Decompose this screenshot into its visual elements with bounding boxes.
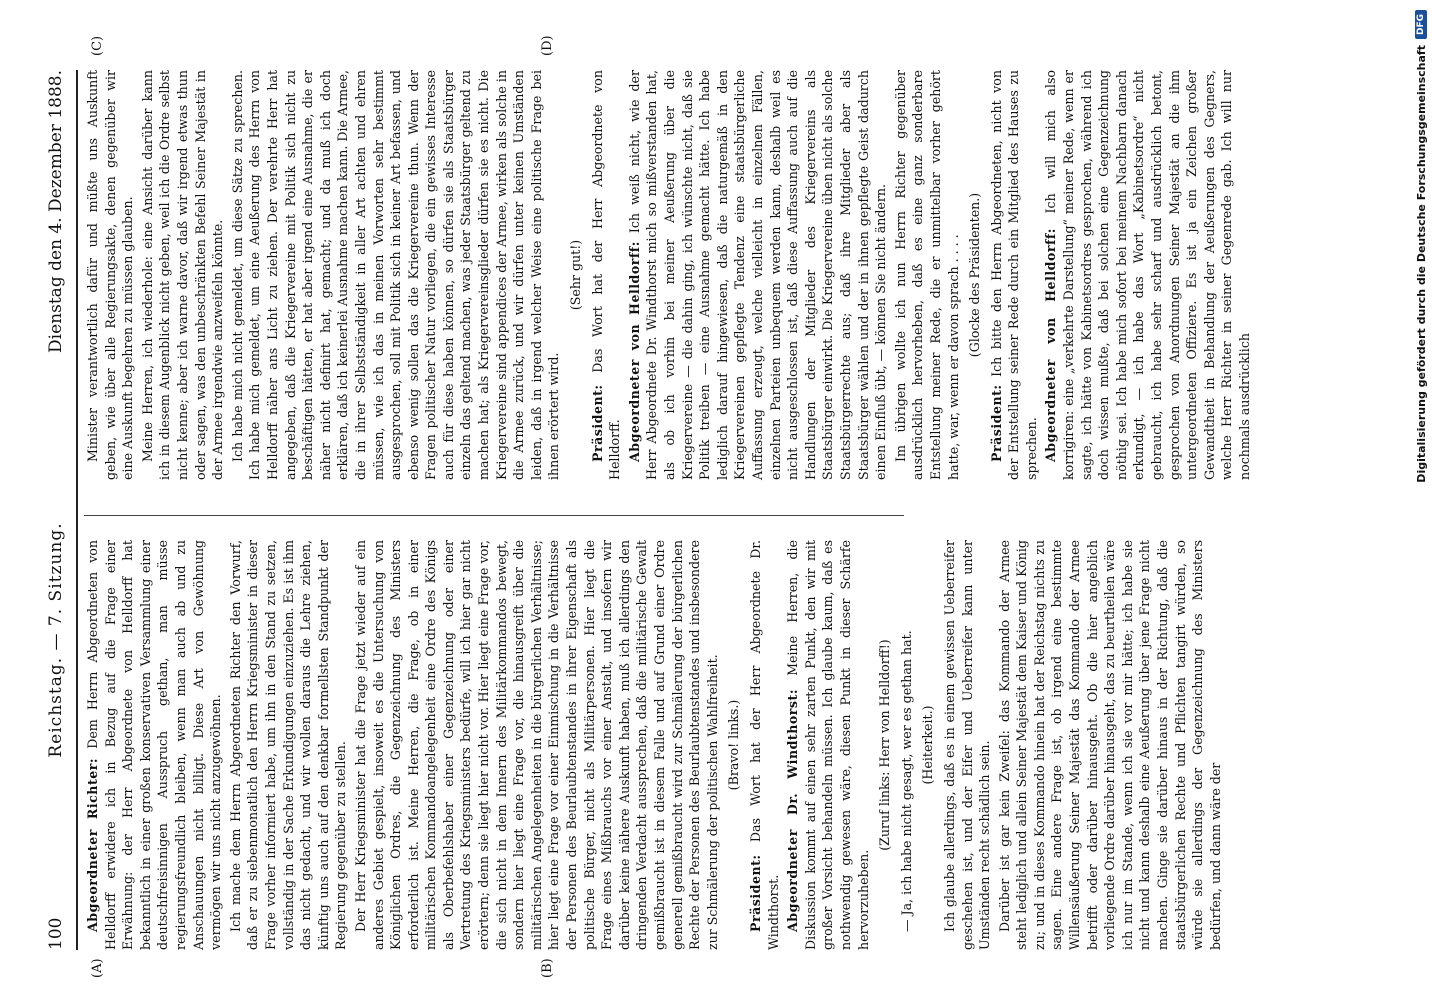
paragraph [229, 70, 563, 480]
stage-direction: (Glocke des Präsidenten.) [967, 192, 983, 358]
paragraph [1042, 70, 1253, 480]
speaker-name: Abgeordneter von Helldorff: [1043, 228, 1059, 462]
stage-direction: (Sehr gut!) [568, 239, 584, 311]
paragraph [227, 540, 350, 950]
paragraph-text: Ich weiß nicht, wie der Herr Abgeordnete Dr. Windthorst mich so mißverstanden hat, als ob ich vorhin bei meiner Aeußerung über die Kriegervereine — die dahin ging, ich wünschte nicht, daß sie Politik treiben — eine Ausnahme gemacht hätte. Ich habe lediglich darauf hingewiesen, daß die naturgemäß in den Kriegervereinen gepflegte Tendenz eine staatsbürgerliche Auffassung erzeugt, welche vielleicht in einzelnen Fällen, einzelnen Parteien unbequem werden kann, deshalb weil es nicht ausgeschlossen ist, daß diese Auffassung auch auf die Handlungen der Mitglieder des Kriegervereins als Staatsbürger einwirkt. Die Kriegervereine üben nicht als solche Staatsbürgerrechte aus; daß ihre Mitglieder aber als Staatsbürger wählen und der in ihnen gepflegte Geist dadurch einen Einfluß übt, — können Sie nicht ändern. [626, 70, 889, 480]
digitization-credit [1412, 10, 1430, 770]
paragraph-text: Ich habe mich nicht gemeldet, um diese Sätze zu sprechen. Ich habe mich gemeldet, um eine Aeußerung des Herrn von Helldorff näher ans Licht zu ziehen. Der verehrte Herr hat angegeben, daß die Kriegervereine mit Politik sich nicht zu beschäftigen hätten, er hat aber irgend eine Ausnahme, die er näher nicht definirt hat, gemacht; und da muß ich doch erklären, daß ich keinerlei Ausnahme machen kann. Die Armee, die in ihrer Selbstständigkeit in aller Art achten und ehren müssen, wie ich das in meinen Vorworten sehr bestimmt ausgesprochen, soll mit Politik sich in keiner Art befassen, und ebenso wenig sollen das die Kriegervereine thun. Wenn der Fragen politischer Natur vorliegen, die ein gewisses Interesse auch für diese haben können, so dürfen sie als Staatsbürger einzeln das geltend machen, was jeder Staatsbürger geltend zu machen hat; als Kriegervereinsglieder dürfen sie es nicht. Die Kriegervereine sind appendices der Armee, wirken als solche in die Armee zurück, und wir dürfen unter keinen Umständen leiden, daß in irgend welcher Weise eine politische Frage bei ihnen erörtert wird. [229, 70, 562, 480]
left-column [84, 539, 1223, 950]
paragraph [84, 70, 137, 480]
session-title: Reichstag. — 7. Sitzung. [46, 522, 66, 758]
paragraph-text: Das Wort hat der Herr Abgeordnete von Helldorff. [589, 70, 623, 480]
speaker-name: Präsident: [747, 854, 763, 932]
page-number: 100 [46, 917, 66, 950]
dfg-logo: DFG [1415, 10, 1427, 39]
paragraph-text: Minister verantwortlich dafür und müßte uns Auskunft geben, wie über alle Regierungsakte, denen gegenüber wir eine Auskunft begehren zu müssen glauben. [85, 70, 136, 480]
paragraph [747, 540, 782, 950]
running-head [46, 70, 72, 950]
speaker-name: Präsident: [589, 384, 605, 462]
margin-marker-c: (C) [90, 35, 105, 56]
paragraph [352, 540, 721, 950]
paragraph-text: Ich will mich also korrigiren: eine „verkehrte Darstellung“ meiner Rede, wenn er sagte, ich hätte von Kabinetsordres gesprochen, während ich doch wissen mußte, daß bei solchen eine Gegenzeichnung nöthig sei. Ich habe mich sofort bei meinem Nachbarn danach erkundigt, — ich habe das Wort „Kabinetsordre“ nicht gebraucht, ich habe sehr scharf und ausdrücklich betont, gesprochen von Anordnungen Seiner Majestät an die ihm untergeordneten Offiziere. Es ist ja ein Zeichen großer Gewandtheit in Behandlung der Aeußerungen des Gegners, welche Herr Richter in seiner Gegenrede gab. Ich will nur nochmals ausdrücklich [1043, 70, 1252, 480]
margin-marker-d: (D) [540, 35, 555, 56]
paragraph-text: Meine Herren, ich wiederhole: eine Ansicht darüber kann ich in diesem Augenblick nicht geben, weil ich die Ordre selbst nicht kenne; aber ich warne davor, daß wir irgend etwas thun oder sagen, was den unbeschränkten Befehl Seiner Majestät in der Armee irgendwie anzweifeln könnte. [139, 70, 226, 480]
speaker-name: Abgeordneter Richter: [85, 757, 100, 932]
speaker-name: Abgeordneter Dr. Windthorst: [785, 689, 801, 932]
speaker-name: Abgeordneter von Helldorff: [626, 241, 642, 462]
paragraph-text: Der Herr Kriegsminister hat die Frage jetzt wieder auf ein anderes Gebiet gespielt, insoweit es die Untersuchung von Königlichen Ordres, die Gegenzeichnung des Ministers erforderlich ist. Meine Herren, die Frage, ob in einer militärischen Kommandoangelegenheit eine Ordre des Königs als Oberbefehlshaber einer Gegenzeichnung oder einer Vertretung des Kriegsministers bedürfe, will ich hier gar nicht erörtern; denn sie liegt hier nicht vor. Hier liegt eine Frage vor, die sich nicht in dem Innern des Militärkommandos bewegt, sondern hier liegt eine Frage vor, die hinausgreift über die militärischen Angelegenheiten in die bürgerlichen Verhältnisse; hier liegt eine Frage vor einer Einmischung in die Verhältnisse der Personen des Beurlaubtenstandes in ihrer Eigenschaft als politische Bürger, nicht als Militärpersonen. Hier liegt die Frage eines Mißbrauchs vor einer Anstalt, und insofern wir darüber keine nähere Auskunft haben, muß ich allerdings den dringenden Verdacht aussprechen, daß die militärische Gewalt gemißbraucht ist in diesem Falle und auf Grund einer Ordre generell gemißbraucht wird zur Schmälerung der bürgerlichen Rechte der Personen des Beurlaubtenstandes und insbesondere zur Schmälerung der politischen Wahlfreiheit. [352, 540, 720, 950]
column-divider [84, 515, 904, 516]
credit-text: Digitalisierung gefördert durch die Deutsche Forschungsgemeinschaft [1414, 45, 1428, 483]
stage-direction: (Bravo! links.) [726, 699, 742, 791]
paragraph-text: Das Wort hat der Herr Abgeordnete Dr. Windthorst. [747, 540, 781, 950]
speaker-name: Präsident: [988, 384, 1004, 462]
paragraph [892, 70, 962, 480]
paragraph [988, 70, 1041, 480]
paragraph [996, 540, 1225, 950]
paragraph-text: — Ja, ich habe nicht gesagt, wer es gethan hat. [898, 630, 914, 932]
paragraph [898, 540, 916, 950]
margin-marker-b: (B) [540, 958, 555, 978]
stage-direction: (Zuruf links: Herr von Helldorff!) [877, 639, 893, 851]
paragraph-text: Im übrigen wollte ich nun Herrn Richter gegenüber ausdrücklich hervorheben, daß es eine ganz sonderbare Entstellung meiner Rede, die er unmittelbar vorher gehört hatte, war, wenn er davon sprach . . . . [892, 70, 961, 480]
paragraph-text: Ich mache dem Herrn Abgeordneten Richter den Vorwurf, daß er zu siebenmonatlich den Herrn Kriegsminister in dieser Frage vorher informiert habe, um ihn in den Stand zu setzen, vollständig in der Sache Erkundigungen einzuziehen. Es ist ihm das nicht gedacht, und wir wollen daraus die Lehre ziehen, künftig uns auch auf den denkbar formellsten Standpunkt der Regierung gegenüber zu stellen. [227, 540, 349, 950]
paragraph [139, 70, 227, 480]
paragraph [84, 540, 225, 950]
paragraph-text: Dem Herrn Abgeordneten von Helldorff erwidere ich in Bezug auf die Frage einer Erwähnung: der Herr Abgeordnete von Helldorff hat bekanntlich in einer großen konservativen Versammlung einer deutschfreisinnigen Ausspruch gethan, man müsse regierungsfreundlich bleiben, wenn man auch ab und zu Anschauungen nicht billigt. Diese Art von Gewöhnung vermögen wir uns nicht anzugewöhnen. [85, 539, 224, 950]
paragraph [784, 540, 872, 950]
paragraph [626, 70, 890, 480]
margin-marker-a: (A) [90, 958, 105, 978]
paragraph-text: Ich bitte den Herrn Abgeordneten, nicht von der Entstellung seiner Rede durch ein Mitglied des Hauses zu sprechen. [988, 70, 1039, 480]
paragraph-text: Darüber ist gar kein Zweifel: das Kommando der Armee steht lediglich und allein Seiner Majestät dem Kaiser und König zu; und in dieses Kommando hinein hat der Reichstag nichts zu sagen. Eine andere Frage ist, ob irgend eine bestimmte Willensäußerung Seiner Majestät das Kommando der Armee betrifft oder darüber hinausgeht. Ob die hier angeblich vorliegende Ordre darüber hinausgeht, das zu beurtheilen wäre ich nur im Stande, wenn ich sie vor mir hätte; ich habe sie nicht und kann deshalb eine Aeußerung über jene Frage nicht machen. Ginge sie darüber hinaus in der Richtung, daß die staatsbürgerlichen Rechte und Pflichten tangirt würden, so würde sie allerdings der Gegenzeichnung des Ministers bedürfen, und dann wäre der [996, 540, 1223, 950]
stage-direction: (Heiterkeit.) [920, 705, 936, 785]
header-rule [76, 70, 78, 950]
paragraph-text: Meine Herren, die Diskussion kommt auf einen sehr zarten Punkt, den wir mit großer Vorsicht behandeln müssen. Ich glaube kaum, daß es nothwendig gewesen wäre, diesen Punkt in dieser Schärfe hervorzuheben. [785, 540, 871, 950]
right-column [84, 70, 1252, 480]
paragraph-text: Ich glaube allerdings, daß es in einem gewissen Ueberreifer geschehen ist, und der Eifer und Ueberreifer kann unter Umständen recht schädlich sein. [941, 540, 993, 950]
session-date: Dienstag den 4. Dezember 1888. [46, 70, 66, 353]
paragraph [589, 70, 624, 480]
paragraph [941, 540, 994, 950]
